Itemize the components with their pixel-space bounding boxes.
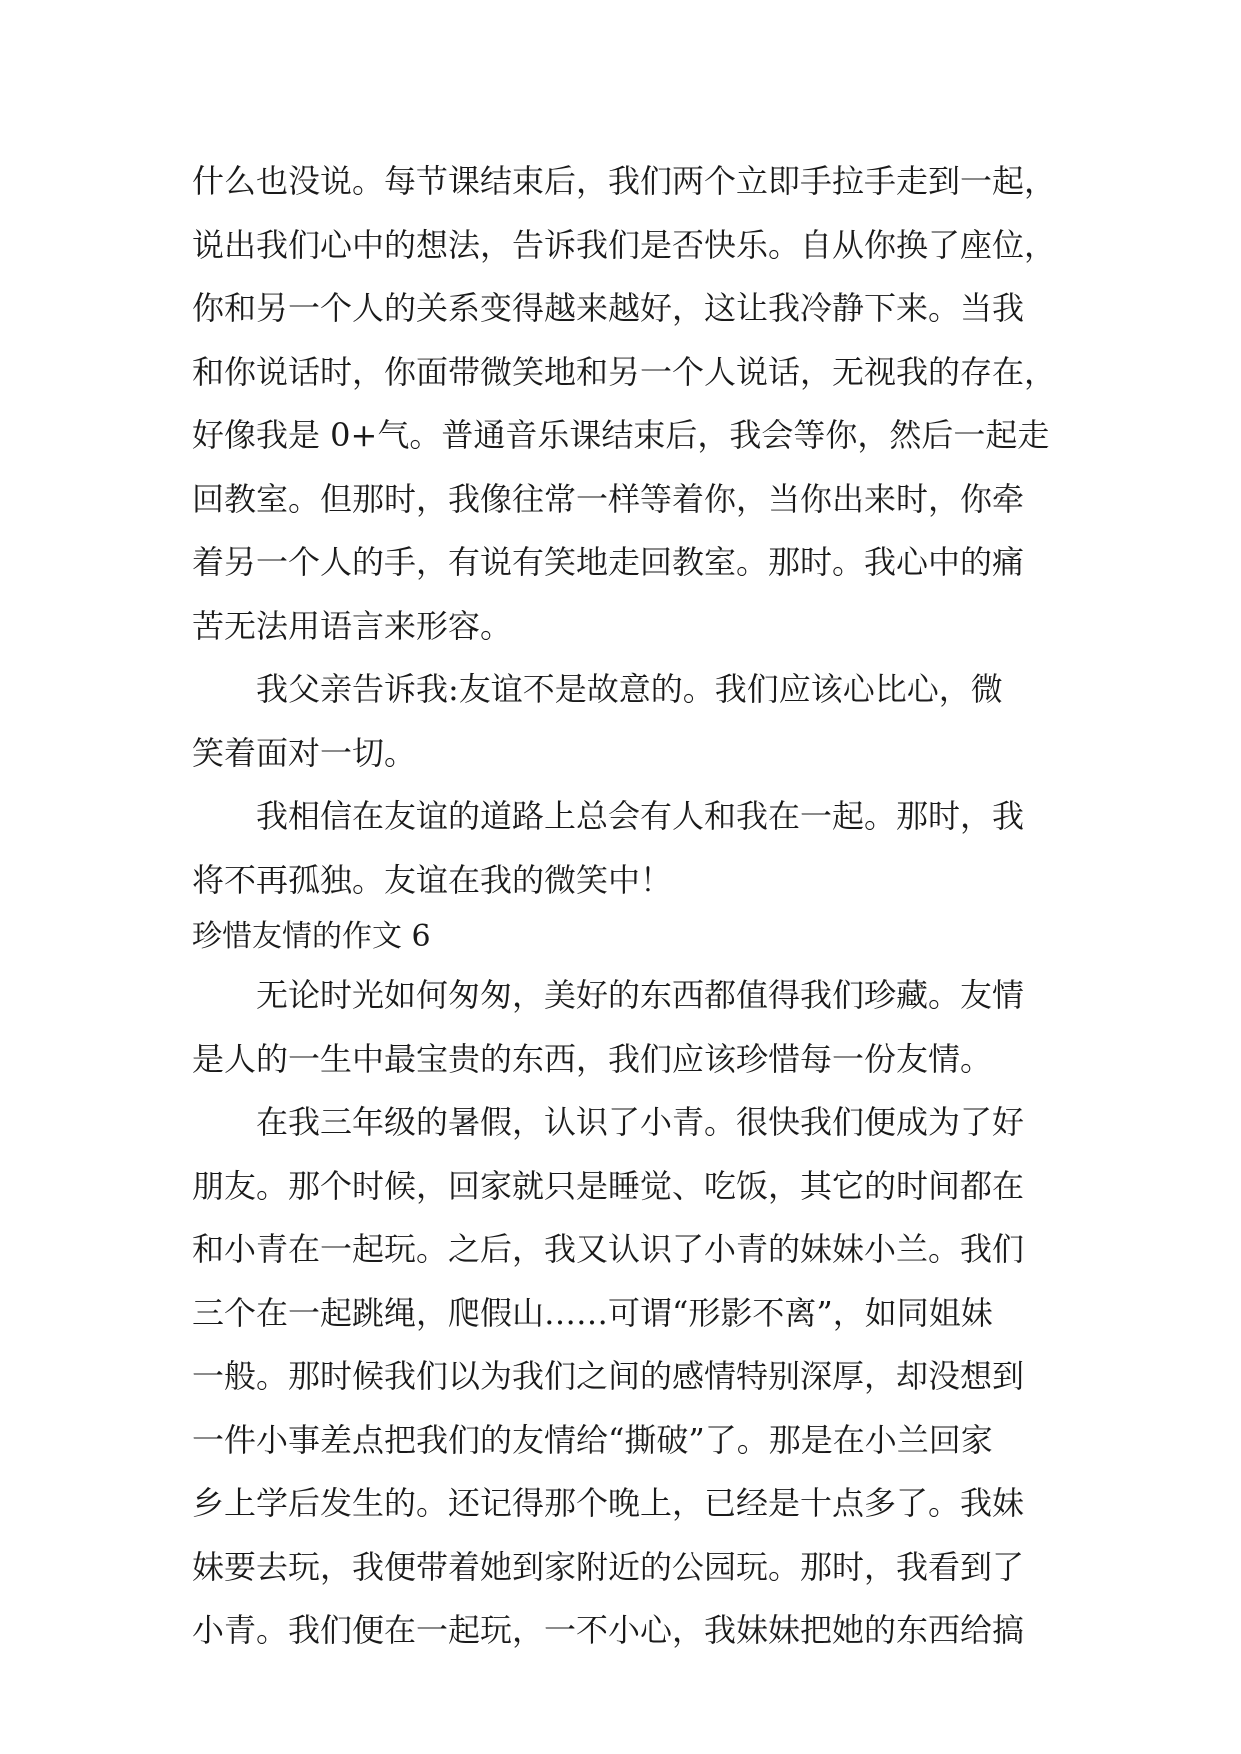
paragraph-top — [192, 150, 1058, 658]
text-line: 在我三年级的暑假，认识了小青。很快我们便成为了好 — [256, 1103, 1025, 1141]
text-line: 朋友。那个时候，回家就只是睡觉、吃饭，其它的时间都在 — [192, 1166, 1025, 1205]
text-line: 回教室。但那时，我像往常一样等着你，当你出来时，你牵 — [192, 479, 1025, 518]
text-line: 你和另一个人的关系变得越来越好，这让我冷静下来。当我 — [192, 289, 1025, 327]
text-line: 小青。我们便在一起玩，一不小心，我妹妹把她的东西给搞 — [192, 1611, 1025, 1649]
paragraph-story — [192, 1091, 1058, 1663]
text-line: 乡上学后发生的。还记得那个晚上，已经是十点多了。我妹 — [192, 1484, 1025, 1522]
text-line: 一般。那时候我们以为我们之间的感情特别深厚，却没想到 — [192, 1357, 1025, 1395]
paragraph-father — [192, 658, 1058, 785]
text-line: 什么也没说。每节课结束后，我们两个立即手拉手走到一起， — [192, 162, 1057, 200]
text-line: 说出我们心中的想法，告诉我们是否快乐。自从你换了座位， — [192, 225, 1057, 264]
text-line: 和小青在一起玩。之后，我又认识了小青的妹妹小兰。我们 — [192, 1230, 1025, 1268]
section-title: 珍惜友情的作文 6 — [192, 919, 431, 954]
text-line: 无论时光如何匆匆，美好的东西都值得我们珍藏。友情 — [256, 976, 1025, 1014]
paragraph-intro — [192, 964, 1058, 1091]
text-line: 好像我是 0+气。普通音乐课结束后，我会等你，然后一起走 — [192, 416, 1050, 454]
text-line: 苦无法用语言来形容。 — [192, 606, 513, 645]
paragraph-belief — [192, 785, 1058, 912]
text-line: 是人的一生中最宝贵的东西，我们应该珍惜每一份友情。 — [192, 1039, 993, 1078]
text-line: 着另一个人的手，有说有笑地走回教室。那时。我心中的痛 — [192, 543, 1025, 581]
text-line: 和你说话时，你面带微笑地和另一个人说话，无视我的存在， — [192, 352, 1057, 391]
text-line: 一件小事差点把我们的友情给“撕破”了。那是在小兰回家 — [192, 1420, 993, 1459]
text-line: 妹要去玩，我便带着她到家附近的公园玩。那时，我看到了 — [192, 1547, 1025, 1586]
text-line: 将不再孤独。友谊在我的微笑中！ — [192, 860, 673, 899]
text-line: 三个在一起跳绳，爬假山……可谓“形影不离”，如同姐妹 — [192, 1293, 993, 1332]
text-line: 我父亲告诉我:友谊不是故意的。我们应该心比心，微 — [256, 670, 1003, 708]
text-line: 我相信在友谊的道路上总会有人和我在一起。那时，我 — [256, 797, 1025, 835]
article-body — [192, 150, 1058, 1663]
text-line: 笑着面对一切。 — [192, 733, 417, 772]
